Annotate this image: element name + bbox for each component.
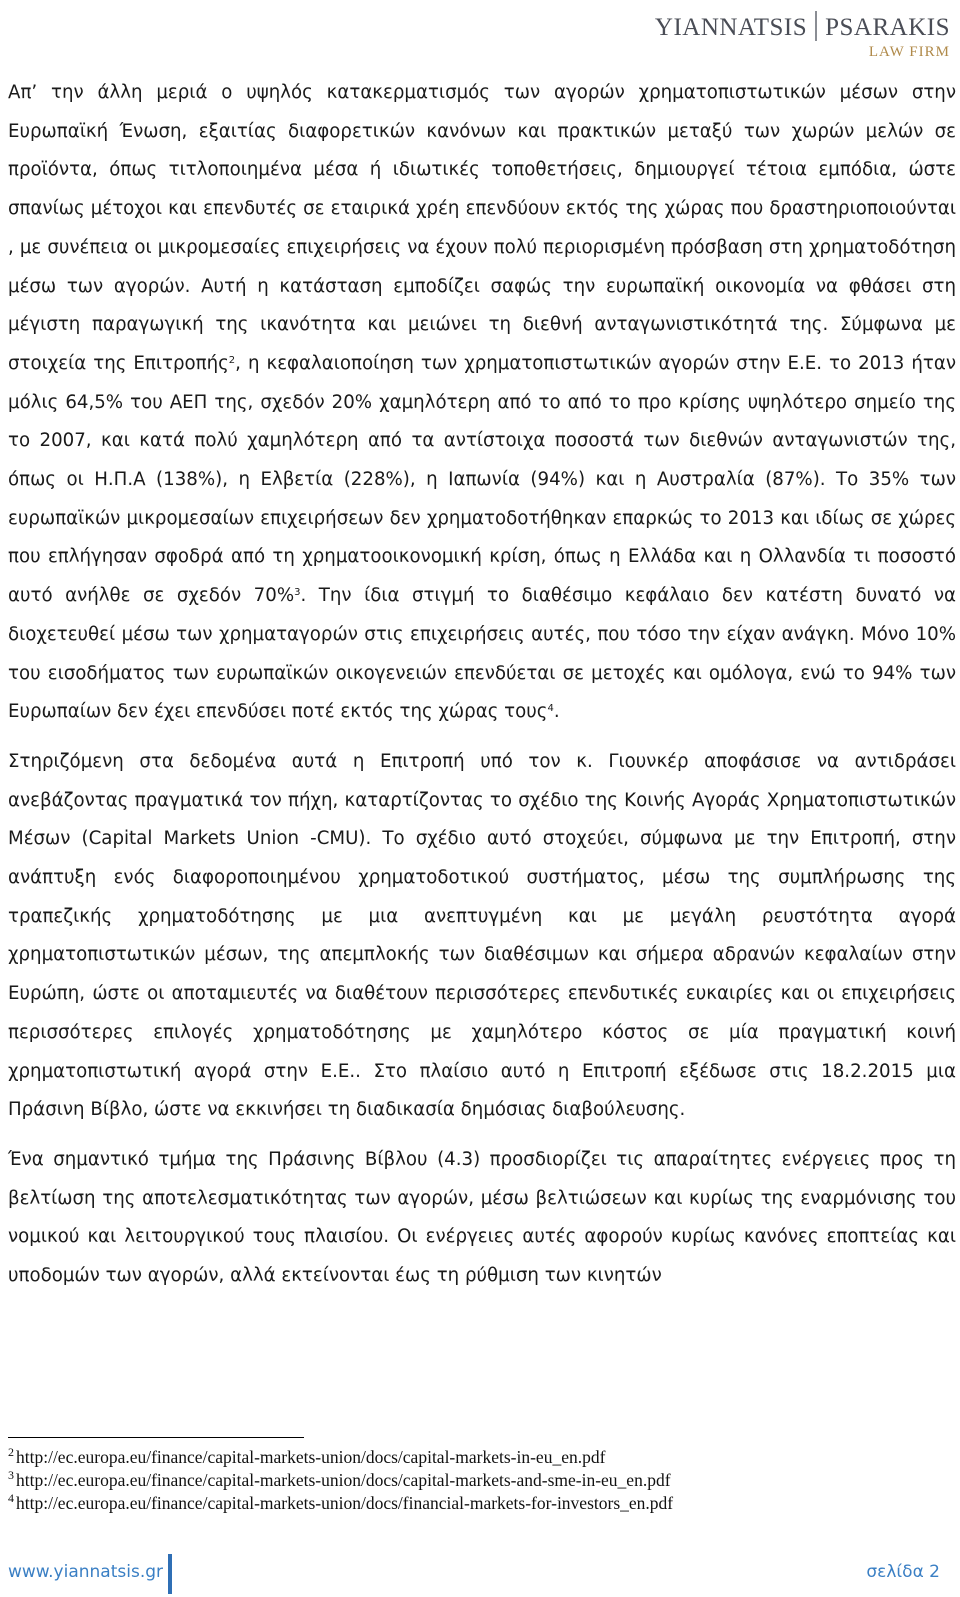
paragraph-1-part-b: , η κεφαλαιοποίηση των χρηματοπιστωτικών αγορών στην Ε.Ε. το 2013 ήταν μόλις 64,5% του ΑΕΠ της, σχεδόν 20% χαμηλότερη από το από το προ κρίσης υψηλότερο σημείο της το 2007, και κατά πολύ χαμηλότερη από τα αντίστοιχα ποσοστά των διεθνών ανταγωνιστών της, όπως οι Η.Π.Α (138%), η Ελβετία (228%), η Ιαπωνία (94%) και η Αυστραλία (87%). Το 35% των ευρωπαϊκών μικρομεσαίων επιχειρήσεων δεν χρηματοδοτήθηκαν επαρκώς το 2013 και ιδίως σε χώρες που επλήγησαν σφοδρά από τη χρηματοοικονομική κρίση, όπως η Ελλάδα και η Ολλανδία τι ποσοστό αυτό ανήλθε σε σχεδόν 70% xyxy=(8,352,957,607)
footnote-number: 2 xyxy=(8,1445,14,1459)
footer-divider-bar xyxy=(168,1554,172,1594)
logo-divider xyxy=(815,11,817,41)
paragraph-2: Στηριζόμενη στα δεδομένα αυτά η Επιτροπή υπό τον κ. Γιουνκέρ αποφάσισε να αντιδράσει ανεβάζοντας πραγματικά τον πήχη, καταρτίζοντας το σχέδιο της Κοινής Αγοράς Χρηματοπιστωτικών Μέσων (Capital Markets Union -CMU). Το σχέδιο αυτό στοχεύει, σύμφωνα με την Επιτροπή, στην ανάπτυξη ενός διαφοροποιημένου χρηματοδοτικού συστήματος, μέσω της συμπλήρωσης της τραπεζικής χρηματοδότησης με μια ανεπτυγμένη και με μεγάλη ρευστότητα αγορά χρηματοπιστωτικών μέσων, της απεμπλοκής των διαθέσιμων και σήμερα αδρανών κεφαλαίων στην Ευρώπη, ώστε οι αποταμιευτές να διαθέτουν περισσότερες επενδυτικές ευκαιρίες και οι επιχειρήσεις περισσότερες επιλογές χρηματοδότησης με χαμηλότερο κόστος σε μία πραγματική κοινή χρηματοπιστωτική αγορά στην Ε.Ε.. Στο πλαίσιο αυτό η Επιτροπή εξέδωσε στις 18.2.2015 μια Πράσινη Βίβλο, ώστε να εκκινήσει τη διαδικασία δημόσιας διαβούλευσης. xyxy=(8,750,956,1121)
footnote-ref-2[interactable]: 2 xyxy=(228,354,236,366)
paragraph-1-part-d: . xyxy=(553,701,560,723)
footnote-2 xyxy=(8,1446,948,1469)
footnote-number: 4 xyxy=(8,1491,14,1505)
footnote-number: 3 xyxy=(8,1468,14,1482)
footnote-link[interactable]: http://ec.europa.eu/finance/capital-markets-union/docs/capital-markets-and-sme-in-eu_en.pdf xyxy=(16,1470,671,1490)
footnote-link[interactable]: http://ec.europa.eu/finance/capital-markets-union/docs/capital-markets-in-eu_en.pdf xyxy=(16,1447,606,1467)
footnote-link[interactable]: http://ec.europa.eu/finance/capital-markets-union/docs/financial-markets-for-investors_en.pdf xyxy=(16,1493,674,1513)
footnote-ref-3[interactable]: 3 xyxy=(294,587,301,599)
logo-word-psarakis: PSARAKIS xyxy=(825,14,950,41)
footnote-separator xyxy=(8,1437,304,1438)
paragraph-1-part-c: . Την ίδια στιγμή το διαθέσιμο κεφάλαιο δεν κατέστη δυνατό να διοχετευθεί μέσω των χρηματαγορών στις επιχειρήσεις αυτές, που τόσο την είχαν ανάγκη. Μόνο 10% του εισοδήματος των ευρωπαϊκών οικογενειών επενδύεται σε μετοχές και ομόλογα, ενώ το 94% των Ευρωπαίων δεν έχει επενδύσει ποτέ εκτός της χώρας τους xyxy=(8,585,957,723)
paragraph-1 xyxy=(8,74,956,732)
footnote-ref-4[interactable]: 4 xyxy=(547,703,554,715)
logo-subtitle: LAW FIRM xyxy=(868,44,950,60)
footnote-3 xyxy=(8,1469,948,1492)
logo-wordmark xyxy=(655,11,950,42)
footnote-4 xyxy=(8,1492,948,1515)
page-number: σελίδα 2 xyxy=(866,1562,940,1582)
footer-website-link[interactable]: www.yiannatsis.gr xyxy=(8,1562,164,1582)
law-firm-logo xyxy=(654,0,960,62)
footnotes xyxy=(8,1446,948,1515)
logo-word-yiannatsis: YIANNATSIS xyxy=(654,14,808,41)
paragraph-1-part-a: Απ’ την άλλη μεριά ο υψηλός κατακερματισμός των αγορών χρηματοπιστωτικών μέσων στην Ευρωπαϊκή Ένωση, εξαιτίας διαφορετικών κανόνων και πρακτικών μεταξύ των χωρών μελών σε προϊόντα, όπως τιτλοποιημένα μέσα ή ιδιωτικές τοποθετήσεις, δημιουργεί τέτοια εμπόδια, ώστε σπανίως μέτοχοι και επενδυτές σε εταιρικά χρέη επενδύουν εκτός της χώρας που δραστηριοποιούνται , με συνέπεια οι μικρομεσαίες επιχειρήσεις να έχουν πολύ περιορισμένη πρόσβαση στη χρηματοδότηση μέσω των αγορών. Αυτή η κατάσταση εμποδίζει σαφώς την ευρωπαϊκή οικονομία να φθάσει στη μέγιστη παραγωγική της ικανότητα και μειώνει τη διεθνή ανταγωνιστικότητά της. Σύμφωνα με στοιχεία της Επιτροπής xyxy=(8,82,956,374)
document-body xyxy=(8,74,956,1296)
paragraph-3: Ένα σημαντικό τμήμα της Πράσινης Βίβλου (4.3) προσδιορίζει τις απαραίτητες ενέργειες προς τη βελτίωση της αποτελεσματικότητας των αγορών, μέσω βελτιώσεων και κυρίως της εναρμόνισης του νομικού και λειτουργικού τους πλαισίου. Οι ενέργειες αυτές αφορούν κυρίως κανόνες εποπτείας και υποδομών των αγορών, αλλά εκτείνονται έως τη ρύθμιση των κινητών xyxy=(8,1148,956,1287)
